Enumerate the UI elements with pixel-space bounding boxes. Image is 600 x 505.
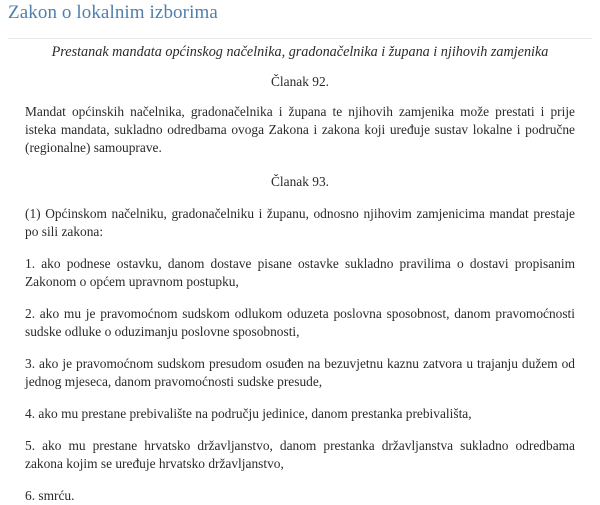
list-item: 4. ako mu prestane prebivalište na području jedinice, danom prestanka prebivališta, bbox=[25, 406, 472, 421]
document-body bbox=[25, 43, 575, 505]
list-item: 3. ako je pravomoćnom sudskom presudom osuđen na bezuvjetnu kaznu zatvora u trajanju dužem od jednog mjeseca, danom pravomoćnosti sudske presude, bbox=[25, 356, 575, 389]
list-item: 1. ako podnese ostavku, danom dostave pisane ostavke sukladno pravilima o dostavi propisanim Zakonom o općem upravnom postupku, bbox=[25, 256, 575, 289]
article-92-text: Mandat općinskih načelnika, gradonačelnika i župana te njihovih zamjenika može prestati i prije isteka mandata, sukladno odredbama ovoga Zakona i zakona koji uređuje sustav lokalne i područne (regionalne) samouprave. bbox=[25, 104, 575, 155]
article-92-heading: Članak 92. bbox=[270, 74, 329, 89]
list-item: 2. ako mu je pravomoćnom sudskom odlukom oduzeta poslovna sposobnost, danom pravomoćnosti sudske odluke o oduzimanju poslovne sposobnosti, bbox=[25, 306, 575, 339]
list-item: 5. ako mu prestane hrvatsko državljanstvo, danom prestanka državljanstva sukladno odredbama zakona kojim se uređuje hrvatsko državljanstvo, bbox=[25, 438, 575, 471]
article-93-intro: (1) Općinskom načelniku, gradonačelniku i županu, odnosno njihovim zamjenicima mandat prestaje po sili zakona: bbox=[25, 206, 575, 239]
list-item: 6. smrću. bbox=[25, 488, 75, 503]
page-title: Zakon o lokalnim izborima bbox=[8, 2, 218, 23]
section-heading: Prestanak mandata općinskog načelnika, gradonačelnika i župana i njihovih zamjenika bbox=[51, 44, 549, 60]
article-93-heading: Članak 93. bbox=[270, 174, 329, 189]
title-divider bbox=[8, 38, 592, 39]
